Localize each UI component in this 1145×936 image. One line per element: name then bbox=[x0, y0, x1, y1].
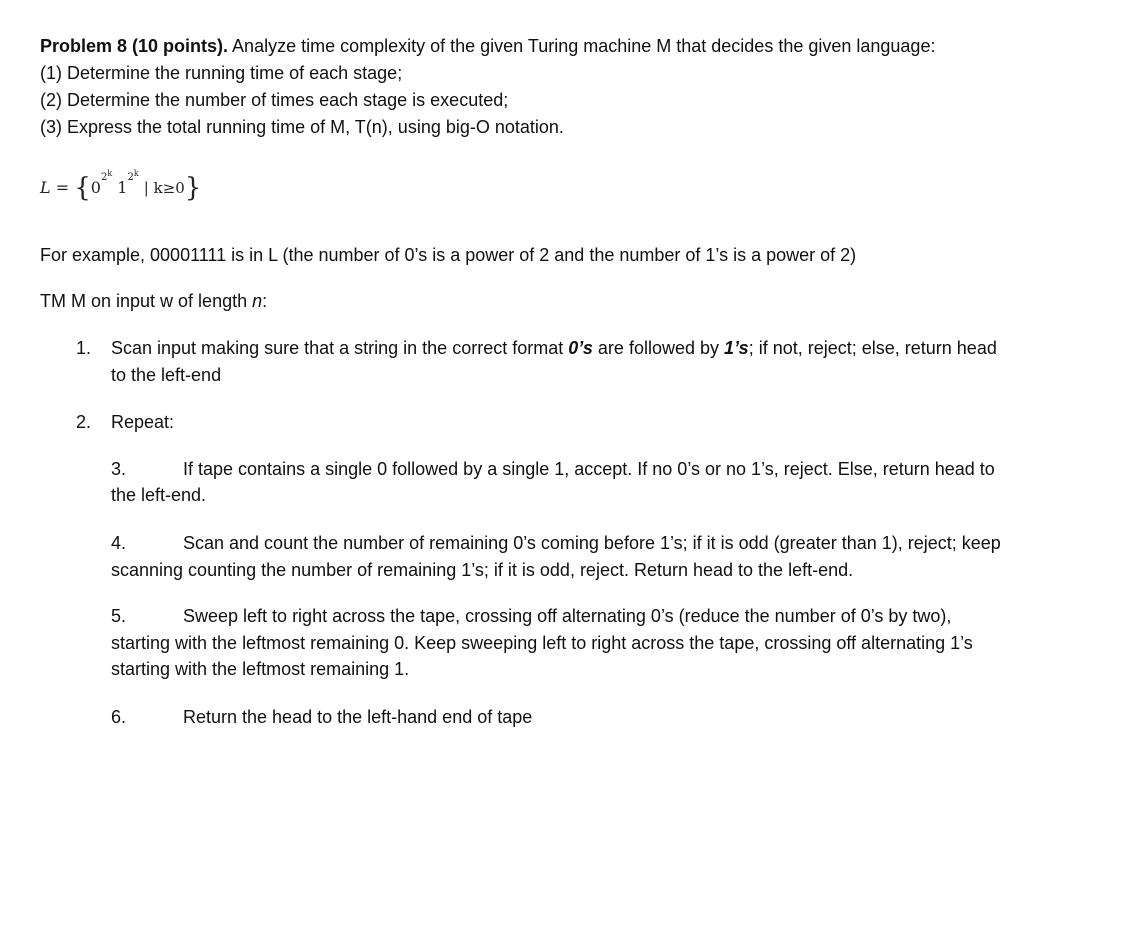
step-1-number: 1. bbox=[76, 338, 92, 358]
step-5-line-2: starting with the leftmost remaining 0. Keep sweeping left to right across the tape, crossing off alternating 1’s bbox=[111, 633, 973, 653]
task-2: (2) Determine the number of times each stage is executed; bbox=[40, 90, 509, 110]
step-1-line-1: Scan input making sure that a string in the correct format 0’s are followed by 1’s; if not, reject; else, return head bbox=[111, 338, 997, 358]
ones-emphasis: 1’s bbox=[724, 338, 749, 358]
language-definition bbox=[40, 169, 202, 203]
problem-title: Problem 8 (10 points). bbox=[40, 36, 229, 56]
close-brace: } bbox=[184, 173, 202, 203]
step-3-line-1: If tape contains a single 0 followed by a single 1, accept. If no 0’s or no 1’s, reject. Else, return head to bbox=[183, 459, 995, 479]
step-4-line-1: Scan and count the number of remaining 0’s coming before 1’s; if it is odd (greater than 1), reject; keep bbox=[183, 533, 1001, 553]
one-symbol: 1 bbox=[117, 178, 128, 197]
example-text: For example, 00001111 is in L (the number of 0’s is a power of 2 and the number of 1’s is a power of 2) bbox=[40, 245, 857, 265]
step-2-number: 2. bbox=[76, 412, 92, 432]
one-exponent: 2k bbox=[127, 169, 139, 183]
language-symbol: L bbox=[40, 178, 51, 197]
step-3-line-2: the left-end. bbox=[111, 485, 207, 505]
length-var: n bbox=[252, 291, 263, 311]
step-6-number: 6. bbox=[111, 707, 127, 727]
step-2-text: Repeat: bbox=[111, 412, 175, 432]
step-3-number: 3. bbox=[111, 459, 127, 479]
step-5-line-3: starting with the leftmost remaining 1. bbox=[111, 659, 410, 679]
step-4-line-2: scanning counting the number of remaining 1’s; if it is odd, reject. Return head to the left-end. bbox=[111, 560, 854, 580]
tm-header: TM M on input w of length n: bbox=[40, 291, 268, 311]
problem-heading bbox=[40, 36, 935, 57]
step-1-line-2: to the left-end bbox=[111, 365, 222, 385]
open-brace: { bbox=[74, 173, 91, 203]
equals-sign: = bbox=[55, 178, 70, 197]
step-6-text: Return the head to the left-hand end of tape bbox=[183, 707, 533, 727]
zero-exponent: 2k bbox=[100, 169, 113, 183]
condition: | k≥0 bbox=[143, 179, 185, 197]
task-3: (3) Express the total running time of M, T(n), using big-O notation. bbox=[40, 117, 564, 137]
problem-intro: Analyze time complexity of the given Turing machine M that decides the given language: bbox=[228, 36, 936, 56]
zeros-emphasis: 0’s bbox=[568, 338, 593, 358]
zero-symbol: 0 bbox=[90, 178, 101, 197]
step-4-number: 4. bbox=[111, 533, 127, 553]
task-1: (1) Determine the running time of each stage; bbox=[40, 63, 403, 83]
step-5-line-1: Sweep left to right across the tape, crossing off alternating 0’s (reduce the number of 0’s by two), bbox=[183, 606, 952, 626]
step-5-number: 5. bbox=[111, 606, 127, 626]
